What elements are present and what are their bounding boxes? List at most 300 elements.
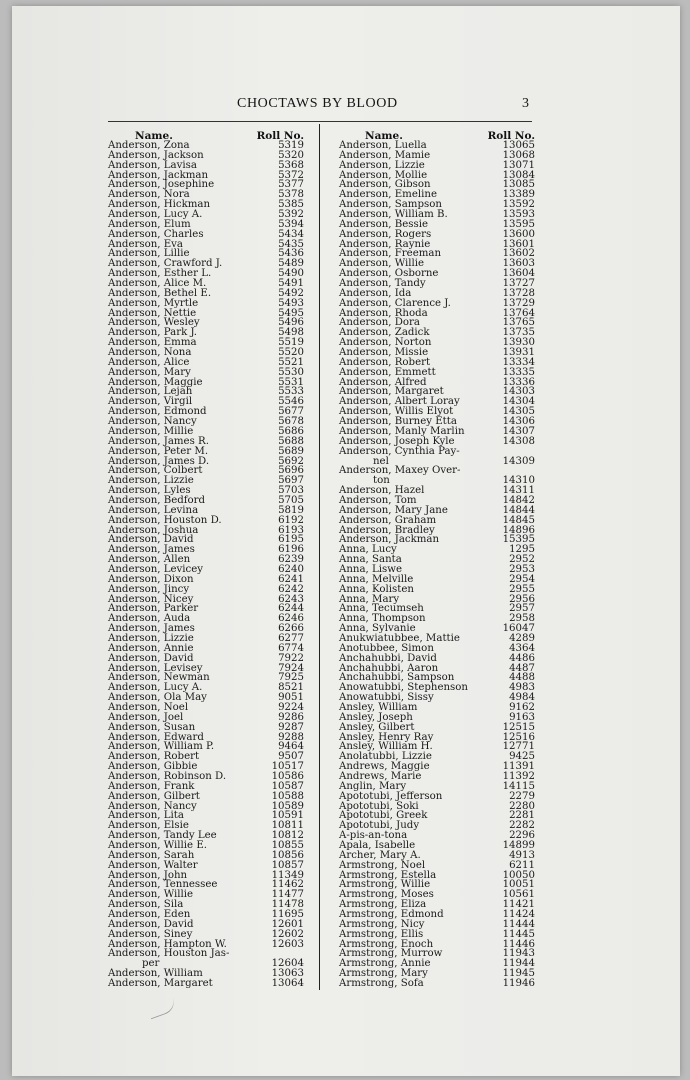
- roll-number: 2955: [509, 583, 535, 595]
- enrollee-name: Anderson, Alice M.: [108, 278, 207, 290]
- roll-number: 10855: [271, 840, 304, 852]
- enrollee-name: Anna, Mary: [339, 593, 400, 605]
- enrollee-name: Anderson, Peter M.: [108, 445, 209, 457]
- roll-number: 4486: [509, 652, 535, 664]
- roll-number: 6211: [509, 859, 535, 871]
- enrollee-name: Anderson, Tom: [339, 494, 417, 506]
- roll-number: 2282: [509, 820, 535, 832]
- enrollee-name: Anderson, Noel: [108, 701, 189, 713]
- enrollee-name: Anderson, Bethel E.: [108, 287, 212, 299]
- roll-number: 10051: [502, 879, 535, 891]
- enrollee-name: Anderson, Annie: [108, 642, 194, 654]
- roll-number: 5436: [278, 248, 304, 260]
- roll-number: 9162: [509, 701, 535, 713]
- roll-number: 13085: [502, 179, 535, 191]
- enrollee-name: Anderson, Gilbert: [108, 790, 200, 802]
- enrollee-name: Anglin, Mary: [339, 780, 407, 792]
- enrollee-name: Anderson, Joel: [108, 711, 184, 723]
- roll-number: 13595: [502, 218, 535, 230]
- roll-number: 13604: [502, 268, 535, 280]
- roll-number: 14844: [502, 504, 535, 516]
- roll-number: 14115: [502, 780, 535, 792]
- enrollee-name: Anolatubbi, Lizzie: [339, 751, 432, 763]
- roll-number: 14309: [502, 455, 535, 467]
- roll-number: 5531: [278, 376, 304, 388]
- roll-number: 5692: [278, 455, 304, 467]
- roll-number: 13735: [502, 327, 535, 339]
- roll-number: 5697: [278, 475, 304, 487]
- enrollee-name: Armstrong, Annie: [339, 958, 431, 970]
- roll-number: 5492: [278, 287, 304, 299]
- roll-number: 9425: [509, 751, 535, 763]
- roll-number: 4289: [509, 632, 535, 644]
- roll-number: 6242: [278, 583, 304, 595]
- roll-list: [108, 141, 304, 989]
- enrollee-name: Anderson, Margaret: [108, 978, 213, 990]
- roll-number: 4984: [509, 692, 535, 704]
- enrollee-name: Anderson, Susan: [108, 721, 196, 733]
- roll-number: 7925: [278, 672, 304, 684]
- roll-number: 14304: [502, 396, 535, 408]
- enrollee-name: Anderson, Nancy: [108, 800, 197, 812]
- enrollee-name: Ansley, William H.: [339, 741, 433, 753]
- roll-number: 5533: [278, 386, 304, 398]
- roll-number: 5490: [278, 268, 304, 280]
- enrollee-name: Anderson, Frank: [108, 780, 195, 792]
- roll-number: 4913: [509, 849, 535, 861]
- enrollee-name: Apototubi, Soki: [339, 800, 419, 812]
- roll-number: 13063: [271, 968, 304, 980]
- roll-number: 4983: [509, 682, 535, 694]
- enrollee-name: Anderson, Sampson: [339, 199, 442, 211]
- roll-number: 10587: [271, 780, 304, 792]
- roll-number: 5320: [278, 149, 304, 161]
- roll-number: 11444: [502, 918, 535, 930]
- roll-number: 4487: [509, 662, 535, 674]
- enrollee-name: Anderson, Jackman: [339, 534, 440, 546]
- roll-number: 10586: [271, 771, 304, 782]
- roll-number: 13600: [502, 228, 535, 240]
- enrollee-name: Anderson, Sarah: [108, 849, 195, 861]
- enrollee-name: Anderson, Rogers: [339, 228, 432, 240]
- enrollee-name: Anna, Lucy: [339, 544, 397, 556]
- roll-number: 10589: [271, 800, 304, 812]
- list-item: [108, 979, 304, 989]
- roll-number: 10856: [271, 849, 304, 861]
- enrollee-name: Anderson, Burney Etta: [339, 416, 457, 428]
- roll-number: 13064: [271, 978, 304, 990]
- enrollee-name: Anderson, James R.: [108, 435, 209, 447]
- column-header-roll: Roll No.: [256, 130, 304, 142]
- enrollee-name: Anderson, Alice: [108, 356, 190, 368]
- enrollee-name: Anderson, James: [108, 623, 195, 635]
- enrollee-name: Archer, Mary A.: [339, 849, 421, 861]
- enrollee-name: Armstrong, Eliza: [339, 899, 427, 911]
- enrollee-name: Anchahubbi, Aaron: [339, 662, 439, 674]
- roll-number: 13603: [502, 258, 535, 270]
- enrollee-name: Anderson, Tennessee: [108, 879, 218, 891]
- enrollee-name: Anderson, Virgil: [108, 396, 193, 408]
- enrollee-name: Anderson, Hickman: [108, 199, 211, 211]
- roll-number: 11944: [502, 958, 535, 970]
- roll-number: 5519: [278, 337, 304, 349]
- roll-number: 11943: [502, 948, 535, 960]
- roll-number: 5435: [278, 238, 304, 250]
- enrollee-name: Anderson, Raynie: [339, 238, 431, 250]
- enrollee-name: Anderson, Sila: [108, 899, 184, 911]
- header-rule: [108, 121, 532, 122]
- roll-number: 11945: [502, 968, 535, 980]
- enrollee-name: Anotubbee, Simon: [339, 642, 434, 654]
- enrollee-name: Anderson, Elum: [108, 218, 191, 230]
- enrollee-name: Anderson, Crawford J.: [108, 258, 223, 270]
- page-number: 3: [522, 96, 529, 111]
- enrollee-name: Ansley, Joseph: [339, 711, 413, 723]
- enrollee-name: Anderson, Levicey: [108, 563, 204, 575]
- roll-number: 9051: [278, 692, 304, 704]
- enrollee-name: ton: [373, 475, 390, 487]
- roll-column-left: [108, 130, 304, 989]
- roll-number: 13728: [502, 287, 535, 299]
- roll-number: 13593: [502, 209, 535, 221]
- roll-number: 14842: [502, 494, 535, 506]
- enrollee-name: Anderson, Albert Loray: [339, 396, 460, 408]
- roll-number: 12516: [502, 731, 535, 743]
- enrollee-name: Anderson, James D.: [108, 455, 210, 467]
- roll-number: 5434: [278, 228, 304, 240]
- roll-number: 6266: [278, 623, 304, 635]
- roll-number: 11946: [502, 978, 535, 990]
- page-title: CHOCTAWS BY BLOOD: [237, 96, 398, 111]
- roll-number: 6240: [278, 563, 304, 575]
- roll-number: 12601: [271, 918, 304, 930]
- enrollee-name: Anderson, Gibson: [339, 179, 431, 191]
- enrollee-name: Anderson, Lillie: [108, 248, 190, 260]
- roll-number: 5491: [278, 278, 304, 290]
- enrollee-name: Anna, Santa: [339, 554, 402, 566]
- roll-number: 13389: [502, 189, 535, 201]
- roll-number: 6192: [278, 514, 304, 526]
- enrollee-name: Anderson, David: [108, 918, 194, 930]
- enrollee-name: Anna, Kolisten: [339, 583, 414, 595]
- enrollee-name: Anderson, Alfred: [339, 376, 427, 388]
- enrollee-name: Anderson, Bradley: [339, 524, 435, 536]
- enrollee-name: Armstrong, Edmond: [339, 909, 444, 921]
- enrollee-name: Anderson, Emma: [108, 337, 197, 349]
- enrollee-name: Anderson, John: [108, 869, 188, 881]
- enrollee-name: Armstrong, Ellis: [339, 928, 424, 940]
- enrollee-name: Anderson, Tandy Lee: [108, 830, 217, 842]
- enrollee-name: Anderson, Robert: [108, 751, 200, 763]
- roll-number: 2296: [509, 830, 535, 842]
- enrollee-name: Anderson, Eden: [108, 909, 191, 921]
- roll-number: 6244: [278, 603, 304, 615]
- roll-number: 11349: [271, 869, 304, 881]
- enrollee-name: Anderson, Lejah: [108, 386, 193, 398]
- enrollee-name: Armstrong, Willie: [339, 879, 431, 891]
- enrollee-name: Anderson, Ida: [339, 287, 412, 299]
- roll-number: 5703: [278, 485, 304, 497]
- enrollee-name: Anderson, Edmond: [108, 406, 207, 418]
- enrollee-name: Anderson, Norton: [339, 337, 432, 349]
- enrollee-name: Anderson, Mary: [108, 366, 191, 378]
- roll-number: 13071: [502, 159, 535, 171]
- enrollee-name: Anderson, Willie E.: [108, 840, 208, 852]
- enrollee-name: Anderson, Willis Elyot: [339, 406, 454, 418]
- enrollee-name: Anderson, Rhoda: [339, 307, 428, 319]
- roll-list: [339, 141, 535, 989]
- enrollee-name: Anderson, Robinson D.: [108, 771, 227, 782]
- enrollee-name: Anderson, Nicey: [108, 593, 194, 605]
- roll-number: 13931: [502, 347, 535, 359]
- roll-number: 5496: [278, 317, 304, 329]
- enrollee-name: Anderson, Mollie: [339, 169, 428, 181]
- roll-number: 1295: [509, 544, 535, 556]
- enrollee-name: Anchahubbi, Sampson: [339, 672, 455, 684]
- roll-number: 6243: [278, 593, 304, 605]
- enrollee-name: Anderson, Jackman: [108, 169, 209, 181]
- enrollee-name: Ansley, William: [339, 701, 418, 713]
- roll-number: 9286: [278, 711, 304, 723]
- enrollee-name: Anderson, Lizzie: [108, 475, 194, 487]
- enrollee-name: Anderson, Walter: [108, 859, 198, 871]
- roll-number: 13335: [502, 366, 535, 378]
- enrollee-name: Anderson, Park J.: [108, 327, 198, 339]
- roll-number: 5819: [278, 504, 304, 516]
- enrollee-name: Anderson, Elsie: [108, 820, 189, 832]
- enrollee-name: Anderson, Willie: [108, 889, 194, 901]
- roll-number: 14307: [502, 425, 535, 437]
- roll-number: 11392: [502, 771, 535, 782]
- enrollee-name: Andrews, Maggie: [339, 761, 430, 773]
- roll-number: 9287: [278, 721, 304, 733]
- enrollee-name: Anderson, Clarence J.: [339, 297, 451, 309]
- enrollee-name: Armstrong, Estella: [339, 869, 437, 881]
- enrollee-name: Anderson, Siney: [108, 928, 193, 940]
- enrollee-name: Anderson, Maggie: [108, 376, 203, 388]
- enrollee-name: Armstrong, Murrow: [339, 948, 443, 960]
- roll-number: 11446: [502, 938, 535, 950]
- enrollee-name: Armstrong, Mary: [339, 968, 428, 980]
- enrollee-name: Anna, Thompson: [339, 613, 426, 625]
- roll-number: 9163: [509, 711, 535, 723]
- roll-number: 5394: [278, 218, 304, 230]
- roll-number: 14896: [502, 524, 535, 536]
- enrollee-name: Andrews, Marie: [339, 771, 422, 782]
- roll-number: 5368: [278, 159, 304, 171]
- roll-number: 5392: [278, 209, 304, 221]
- enrollee-name: Anderson, Gibbie: [108, 761, 198, 773]
- roll-number: 11478: [271, 899, 304, 911]
- roll-number: 2953: [509, 563, 535, 575]
- enrollee-name: Anna, Sylvanie: [339, 623, 416, 635]
- enrollee-name: Anderson, Willie: [339, 258, 425, 270]
- enrollee-name: Anowatubbi, Stephenson: [339, 682, 468, 694]
- roll-number: 5489: [278, 258, 304, 270]
- roll-number: 10591: [271, 810, 304, 822]
- roll-number: 5498: [278, 327, 304, 339]
- roll-number: 12771: [502, 741, 535, 753]
- roll-number: 13765: [502, 317, 535, 329]
- enrollee-name: Anderson, Myrtle: [108, 297, 199, 309]
- enrollee-name: Anderson, William: [108, 968, 203, 980]
- roll-number: 5377: [278, 179, 304, 191]
- roll-number: 10811: [271, 820, 304, 832]
- roll-number: 9224: [278, 701, 304, 713]
- roll-number: 7924: [278, 662, 304, 674]
- roll-number: 9288: [278, 731, 304, 743]
- roll-number: 4364: [509, 642, 535, 654]
- enrollee-name: Anderson, Esther L.: [108, 268, 212, 280]
- enrollee-name: Armstrong, Noel: [339, 859, 426, 871]
- roll-number: 5495: [278, 307, 304, 319]
- enrollee-name: Anderson, Levina: [108, 504, 199, 516]
- enrollee-name: Anderson, Graham: [339, 514, 437, 526]
- enrollee-name: Anderson, Mary Jane: [339, 504, 448, 516]
- roll-number: 5520: [278, 347, 304, 359]
- roll-number: 14303: [502, 386, 535, 398]
- enrollee-name: Anderson, Lita: [108, 810, 184, 822]
- roll-number: 11462: [271, 879, 304, 891]
- roll-number: 14845: [502, 514, 535, 526]
- enrollee-name: Armstrong, Enoch: [339, 938, 434, 950]
- roll-number: 5530: [278, 366, 304, 378]
- roll-number: 14305: [502, 406, 535, 418]
- enrollee-name: Anderson, Josephine: [108, 179, 215, 191]
- enrollee-name: Anderson, Zona: [108, 140, 190, 151]
- enrollee-name: Anderson, Auda: [108, 613, 191, 625]
- roll-number: 10588: [271, 790, 304, 802]
- enrollee-name: Armstrong, Moses: [339, 889, 434, 901]
- roll-number: 9507: [278, 751, 304, 763]
- enrollee-name: Anderson, Jackson: [108, 149, 204, 161]
- enrollee-name: Anderson, Cynthia Pay-: [339, 445, 460, 457]
- roll-number: 13764: [502, 307, 535, 319]
- enrollee-name: Anderson, Maxey Over-: [339, 465, 461, 477]
- roll-number: 6239: [278, 554, 304, 566]
- roll-number: 5319: [278, 140, 304, 151]
- roll-number: 2954: [509, 573, 535, 585]
- enrollee-name: Anukwiatubbee, Mattie: [339, 632, 460, 644]
- roll-number: 11424: [502, 909, 535, 921]
- roll-number: 13084: [502, 169, 535, 181]
- enrollee-name: Ansley, Henry Ray: [339, 731, 434, 743]
- roll-number: 13727: [502, 278, 535, 290]
- roll-number: 7922: [278, 652, 304, 664]
- enrollee-name: Apala, Isabelle: [339, 840, 416, 852]
- roll-number: 11477: [271, 889, 304, 901]
- enrollee-name: Anderson, Millie: [108, 425, 194, 437]
- enrollee-name: Anderson, Dora: [339, 317, 420, 329]
- roll-number: 13601: [502, 238, 535, 250]
- roll-number: 5678: [278, 416, 304, 428]
- roll-number: 10050: [502, 869, 535, 881]
- enrollee-name: Armstrong, Nicy: [339, 918, 425, 930]
- roll-number: 5385: [278, 199, 304, 211]
- roll-number: 5686: [278, 425, 304, 437]
- enrollee-name: Anderson, Tandy: [339, 278, 426, 290]
- roll-number: 11421: [502, 899, 535, 911]
- roll-number: 5493: [278, 297, 304, 309]
- enrollee-name: Anderson, Newman: [108, 672, 210, 684]
- enrollee-name: Anderson, Wesley: [108, 317, 200, 329]
- enrollee-name: Anderson, Robert: [339, 356, 431, 368]
- column-divider: [319, 124, 320, 990]
- enrollee-name: Anderson, Hampton W.: [108, 938, 227, 950]
- roll-number: 5372: [278, 169, 304, 181]
- enrollee-name: Anderson, Edward: [108, 731, 204, 743]
- roll-number: 6246: [278, 613, 304, 625]
- enrollee-name: Anderson, Lavisa: [108, 159, 197, 171]
- roll-number: 11445: [502, 928, 535, 940]
- enrollee-name: Anderson, James: [108, 544, 195, 556]
- enrollee-name: Anderson, William B.: [339, 209, 448, 221]
- roll-number: 12604: [271, 958, 304, 970]
- roll-number: 6241: [278, 573, 304, 585]
- column-header-name: Name.: [365, 130, 403, 142]
- roll-number: 5696: [278, 465, 304, 477]
- roll-number: 13602: [502, 248, 535, 260]
- roll-number: 10812: [271, 830, 304, 842]
- roll-number: 2957: [509, 603, 535, 615]
- enrollee-name: Anderson, William P.: [108, 741, 215, 753]
- roll-number: 5689: [278, 445, 304, 457]
- enrollee-name: Apototubi, Jefferson: [339, 790, 443, 802]
- roll-number: 2952: [509, 554, 535, 566]
- roll-number: 14311: [502, 485, 535, 497]
- roll-number: 14310: [502, 475, 535, 487]
- enrollee-name: Anderson, Freeman: [339, 248, 442, 260]
- roll-number: 14899: [502, 840, 535, 852]
- roll-number: 11695: [271, 909, 304, 921]
- enrollee-name: Anderson, Lucy A.: [108, 682, 203, 694]
- enrollee-name: Anna, Tecumseh: [339, 603, 424, 615]
- enrollee-name: Anderson, Joshua: [108, 524, 199, 536]
- enrollee-name: Ansley, Gilbert: [339, 721, 415, 733]
- enrollee-name: Anderson, Lizzie: [339, 159, 425, 171]
- roll-number: 13068: [502, 149, 535, 161]
- enrollee-name: Anderson, Bedford: [108, 494, 206, 506]
- enrollee-name: Anderson, David: [108, 652, 194, 664]
- roll-number: 16047: [502, 623, 535, 635]
- enrollee-name: Anderson, Luella: [339, 140, 427, 151]
- roll-number: 6774: [278, 642, 304, 654]
- roll-number: 2956: [509, 593, 535, 605]
- roll-number: 10561: [502, 889, 535, 901]
- enrollee-name: per: [142, 958, 160, 970]
- enrollee-name: Anna, Melville: [339, 573, 414, 585]
- roll-number: 2279: [509, 790, 535, 802]
- enrollee-name: Anderson, Nancy: [108, 416, 197, 428]
- roll-number: 6196: [278, 544, 304, 556]
- enrollee-name: Anowatubbi, Sissy: [339, 692, 434, 704]
- enrollee-name: Anderson, Nora: [108, 189, 190, 201]
- roll-number: 13592: [502, 199, 535, 211]
- enrollee-name: Anderson, Colbert: [108, 465, 203, 477]
- roll-number: 14308: [502, 435, 535, 447]
- roll-number: 4488: [509, 672, 535, 684]
- roll-number: 9464: [278, 741, 304, 753]
- roll-number: 11391: [502, 761, 535, 773]
- enrollee-name: Anderson, Osborne: [339, 268, 439, 280]
- enrollee-name: Anderson, Charles: [108, 228, 204, 240]
- enrollee-name: Anderson, Emmett: [339, 366, 436, 378]
- roll-number: 5521: [278, 356, 304, 368]
- roll-number: 2281: [509, 810, 535, 822]
- enrollee-name: Anderson, Lyles: [108, 485, 191, 497]
- roll-number: 5378: [278, 189, 304, 201]
- enrollee-name: Anderson, Zadick: [339, 327, 430, 339]
